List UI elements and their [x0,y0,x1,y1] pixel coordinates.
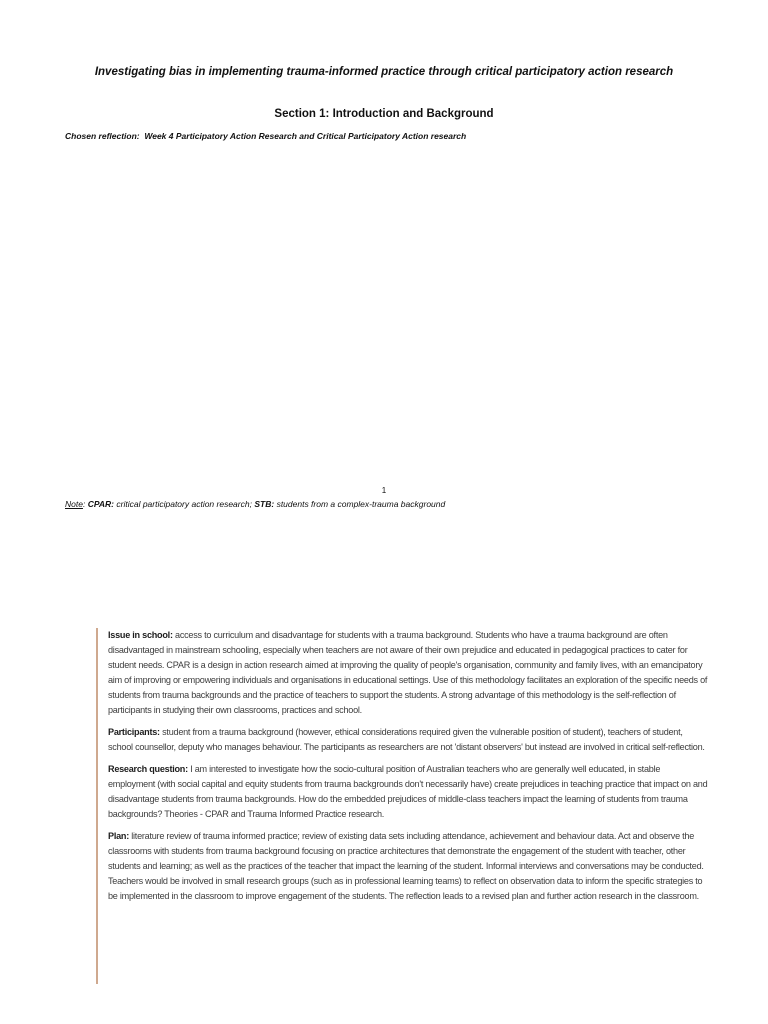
note-label: Note [65,499,83,509]
chosen-reflection [65,131,466,141]
stb-term: STB: [254,499,275,509]
cpar-term: CPAR: [87,499,114,509]
plan-heading: Plan: [108,831,129,841]
issue-heading: Issue in school: [108,630,173,640]
section-title: Section 1: Introduction and Background [274,108,494,120]
participants-heading: Participants: [108,727,160,737]
research-question-paragraph [108,762,708,822]
excerpt-image [96,628,708,984]
plan-text: literature review of trauma informed practice; review of existing data sets including attendance, achievement and behaviour data. Act and observe the classrooms with students from trauma background focusing on practice architectures that demonstrate the engagement of the student with teacher, other students and learning; as well as the practices of the teacher that impact the learning of the student. Informal interviews and conversations may be conducted. Teachers would be involved in small research groups (such as in professional learning teams) to reflect on observation data to inform the specific strategies to be implemented in the classroom to improve engagement of the students. The reflection leads to a revised plan and further action research in the classroom. [108,831,704,901]
note-line: Note: CPAR: critical participatory action research; STB: students from a complex-trauma background [65,499,446,509]
stb-definition: students from a complex-trauma background [276,499,446,509]
issue-paragraph [108,628,708,718]
participants-text: student from a trauma background (however, ethical considerations required given the vulnerable position of student), teachers of student, school counsellor, deputy who manages behaviour. The participants as researchers are not 'distant observers' but instead are involved in critical self-reflection. [108,727,705,752]
plan-paragraph [108,829,708,904]
issue-text: access to curriculum and disadvantage for students with a trauma background. Students who have a trauma background are often disadvantaged in mainstream schooling, especially when teachers are not aware of their own prejudice and educated in pedagogical practices to cater for student needs. CPAR is a design in action research aimed at improving the quality of people's organisation, community and family lives, with an emancipatory aim of improving or empowering individuals and organisations in educational settings. Use of this methodology facilitates an exploration of the specific needs of students from trauma backgrounds and the practice of teachers to support the students. A strong advantage of this methodology is the self-reflection of participants in studying their own classrooms, practices and school. [108,630,708,715]
research-question-heading: Research question: [108,764,188,774]
document-title: Investigating bias in implementing trauma-informed practice through critical participatory action research [94,66,674,78]
research-question-text: I am interested to investigate how the socio-cultural position of Australian teachers who are generally well educated, in stable employment (with social capital and equity students from trauma backgrounds don't necessarily have) create prejudices in teaching practice that impact on and disadvantage students from trauma backgrounds. How do the embedded prejudices of middle-class teachers impact the learning of students from trauma backgrounds? Theories - CPAR and Trauma Informed Practice research. [108,764,708,819]
chosen-reflection-value: Week 4 Participatory Action Research and Critical Participatory Action research [144,131,467,141]
participants-paragraph [108,725,708,755]
chosen-reflection-label: Chosen reflection: [65,131,140,141]
cpar-definition: critical participatory action research; [116,499,252,509]
page-number: 1 [381,486,387,495]
